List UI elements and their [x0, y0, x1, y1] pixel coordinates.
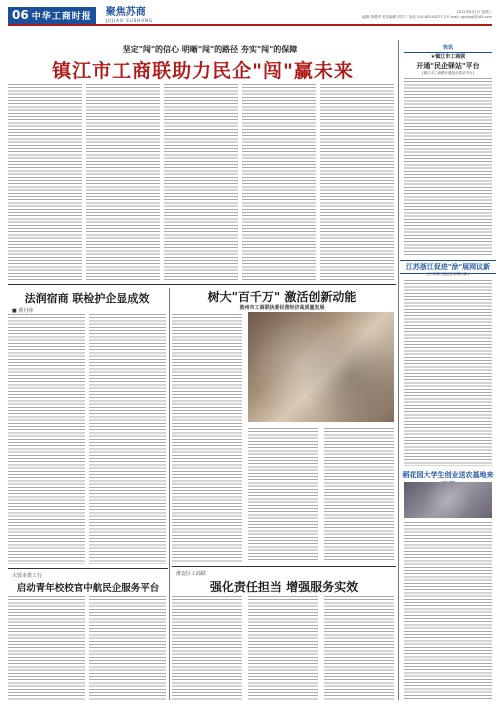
section-title-en: JUJIAO SUSHANG	[105, 17, 154, 23]
lead-text-column-4	[242, 84, 316, 280]
bottom-mid-note: 淮安区工商联	[176, 571, 207, 577]
lead-text-column-3	[164, 84, 238, 280]
bottom-left-text-1	[8, 596, 85, 700]
sidebar-text-1	[404, 78, 492, 256]
sidebar-caption-1: [镇江市工商联开通民企驿站平台]	[422, 71, 474, 75]
lead-headline: 镇江市工商联助力民企"闯"赢未来	[52, 60, 354, 82]
masthead-date: 2012年8月1日 星期三	[456, 10, 492, 14]
bottom-left-headline: 启动青年校校官中航民企服务平台	[16, 583, 160, 594]
section-title-cn: 聚焦苏商	[105, 6, 146, 18]
mid-section-photo	[248, 312, 394, 422]
section-divider	[169, 288, 170, 700]
lead-text-column-2	[86, 84, 160, 280]
mid-section-text-2	[248, 428, 318, 562]
lead-text-column-5	[320, 84, 394, 280]
mid-section-headline: 树大"百千万" 激活创新动能	[207, 290, 357, 304]
bottom-mid-text-2	[248, 596, 318, 700]
sidebar-headline-1: 开通"民企驿站"平台	[416, 62, 480, 70]
mid-section-subline: 淮州市工商联执委民营经济高质量发展	[239, 305, 325, 311]
masthead-badge	[8, 7, 96, 24]
left-section-text-2	[89, 314, 166, 564]
sidebar-label: 快讯	[404, 44, 492, 53]
newspaper-title: 中华工商时报	[31, 11, 92, 22]
page-number: 06	[12, 8, 29, 22]
left-section-headline: 法润宿商 联检护企显成效	[24, 292, 150, 305]
sidebar-headline-3: 稻花园大学生创业送农基地来	[402, 471, 494, 479]
mid-section-text-1	[172, 314, 242, 562]
mid-section-text-3	[324, 428, 394, 562]
sidebar-text-2	[404, 280, 492, 466]
bottom-mid-rule	[172, 566, 396, 567]
lead-kicker: 坚定"闯"的信心 明晰"闯"的路径 夯实"闯"的保障	[122, 45, 298, 54]
bottom-mid-text-1	[172, 596, 242, 700]
sidebar-text-3	[404, 522, 492, 700]
section-title	[106, 8, 153, 23]
sidebar-caption-2: [江苏浙江促进涂展网议新]	[427, 272, 469, 276]
sidebar-sub: ★镇江市工商联	[430, 54, 466, 60]
left-section-byline: ■ 黄丹萍	[12, 308, 34, 314]
bottom-left-text-2	[89, 596, 166, 700]
masthead-info	[362, 10, 492, 20]
bottom-left-rule	[8, 568, 168, 569]
lead-text-column-1	[8, 84, 82, 280]
bottom-left-note: 大饭市供工行	[12, 573, 43, 579]
bottom-mid-text-3	[324, 596, 394, 700]
sidebar-photo	[404, 482, 492, 518]
left-section-text-1	[8, 314, 85, 564]
bottom-mid-headline: 强化责任担当 增强服务实效	[209, 580, 359, 594]
sidebar-headline-2: 江苏浙江促进"涂"展网议新	[400, 260, 496, 274]
sidebar-divider	[398, 40, 399, 700]
lead-bottom-rule	[8, 284, 396, 285]
masthead	[8, 6, 492, 26]
masthead-contact: 编辑 周锦华 美术编辑 刘学工 电话 010-65245277-2 E-mail: qyxjing@163.com	[362, 15, 492, 19]
